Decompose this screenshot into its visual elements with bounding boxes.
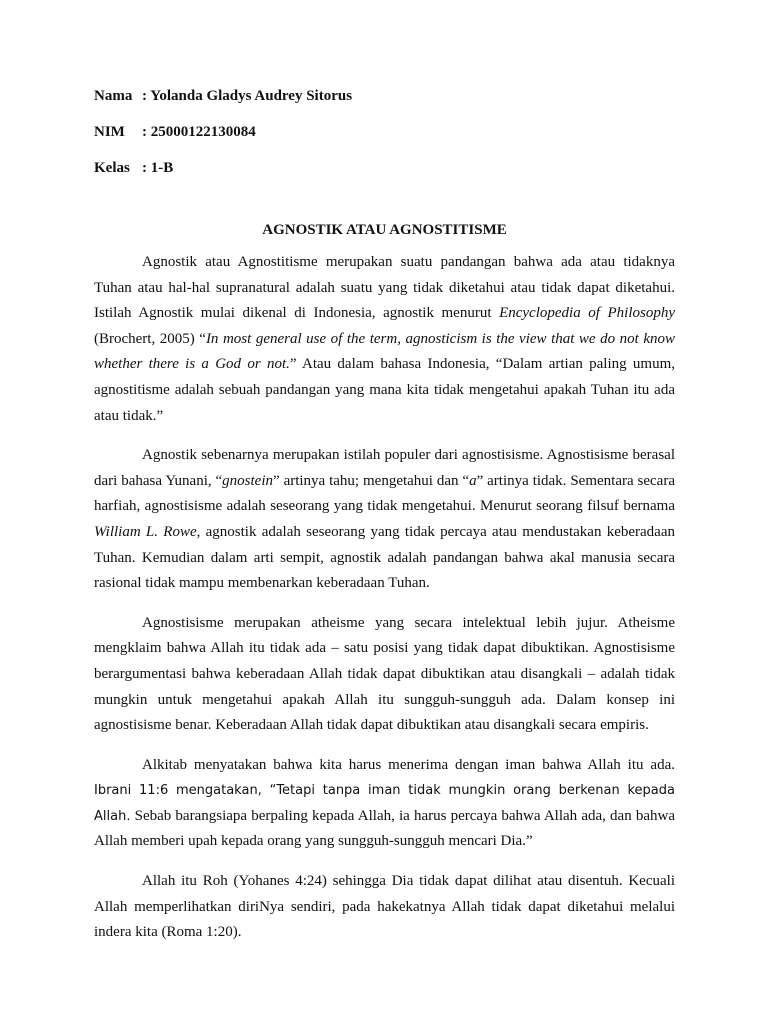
document-content (94, 86, 675, 960)
p2-text-3: ” artinya tidak. (476, 472, 567, 489)
nim-row (94, 122, 675, 158)
paragraph-4 (94, 753, 675, 855)
p1-text-2: (Brochert, 2005) “ (94, 330, 206, 347)
p1-text-3: ” Atau dalam bahasa Indonesia, “Dalam artian paling umum, agnostitisme adalah sebuah pandangan yang mana kita tidak mengetahui apakah Tuhan itu ada atau tidak.” (94, 356, 675, 424)
p1-citation-title: Encyclopedia of Philosophy (499, 305, 676, 322)
name-label: Nama (94, 88, 133, 104)
p2-philosopher-name: William L. Rowe (94, 523, 197, 540)
nim-value: : 25000122130084 (142, 124, 256, 140)
paragraph-1 (94, 250, 675, 429)
kelas-value: : 1-B (142, 160, 174, 176)
p4-text-1: Alkitab menyatakan bahwa kita harus menerima dengan iman bahwa Allah itu ada. (142, 756, 675, 773)
name-row (94, 86, 675, 122)
p2-text-5: , agnostik adalah seseorang yang tidak percaya atau mendustakan keberadaan Tuhan. Kemudian dalam arti sempit, agnostik adalah pandangan bahwa akal manusia secara rasional tidak mampu membenarkan keberadaan Tuhan. (94, 523, 675, 592)
p1-quote: In most general use of the term, agnosticism is the view that we do not know whether there is a God or not. (94, 330, 675, 373)
document-title: AGNOSTIK ATAU AGNOSTITISME (262, 222, 507, 238)
kelas-row (94, 158, 675, 194)
p4-scripture-quote: Ibrani 11:6 mengatakan, “Tetapi tanpa iman tidak mungkin orang berkenan kepada Allah. (94, 783, 675, 824)
p2-term-a: a (469, 472, 477, 489)
nim-label: NIM (94, 124, 125, 140)
p2-term-gnostein: gnostein (222, 472, 274, 489)
p4-text-2: Sebab barangsiapa berpaling kepada Allah, ia harus percaya bahwa Allah ada, dan bahwa Allah memberi upah kepada orang yang sungguh-sungguh mencari Dia.” (94, 807, 675, 850)
name-value: : Yolanda Gladys Audrey Sitorus (142, 88, 353, 104)
paragraph-3: Agnostisisme merupakan atheisme yang secara intelektual lebih jujur. Atheisme mengklaim bahwa Allah itu tidak ada – satu posisi yang tidak dapat dibuktikan. Agnostisisme berargumentasi bahwa keberadaan Allah tidak dapat dibuktikan atau disangkali – adalah tidak mungkin untuk mengetahui apakah Allah itu sungguh-sungguh ada. Dalam konsep ini agnostisisme benar. Keberadaan Allah tidak dapat dibuktikan atau disangkali secara empiris. (94, 614, 675, 734)
p1-text-1: Agnostik atau Agnostitisme merupakan suatu pandangan bahwa ada atau tidaknya Tuhan atau hal-hal supranatural adalah suatu yang tidak diketahui atau tidak dapat diketahui. Istilah Agnostik mulai dikenal di Indonesia, agnostik menurut (94, 254, 675, 322)
paragraph-5: Allah itu Roh (Yohanes 4:24) sehingga Dia tidak dapat dilihat atau disentuh. Kecuali Allah memperlihatkan diriNya sendiri, pada hakekatnya Allah tidak dapat diketahui melalui indera kita (Roma 1:20). (94, 873, 675, 941)
p2-text-1: Agnostik sebenarnya merupakan istilah populer dari agnostisisme. Agnostisisme berasal dari bahasa Yunani, “ (94, 447, 675, 489)
kelas-label: Kelas (94, 160, 130, 176)
paragraph-2 (94, 443, 675, 597)
p2-text-4: Sementara secara harfiah, agnostisisme adalah seseorang yang tidak mengetahui. Menurut seorang filsuf bernama (94, 472, 675, 515)
p2-text-2: ” artinya tahu; mengetahui dan “ (273, 472, 470, 489)
